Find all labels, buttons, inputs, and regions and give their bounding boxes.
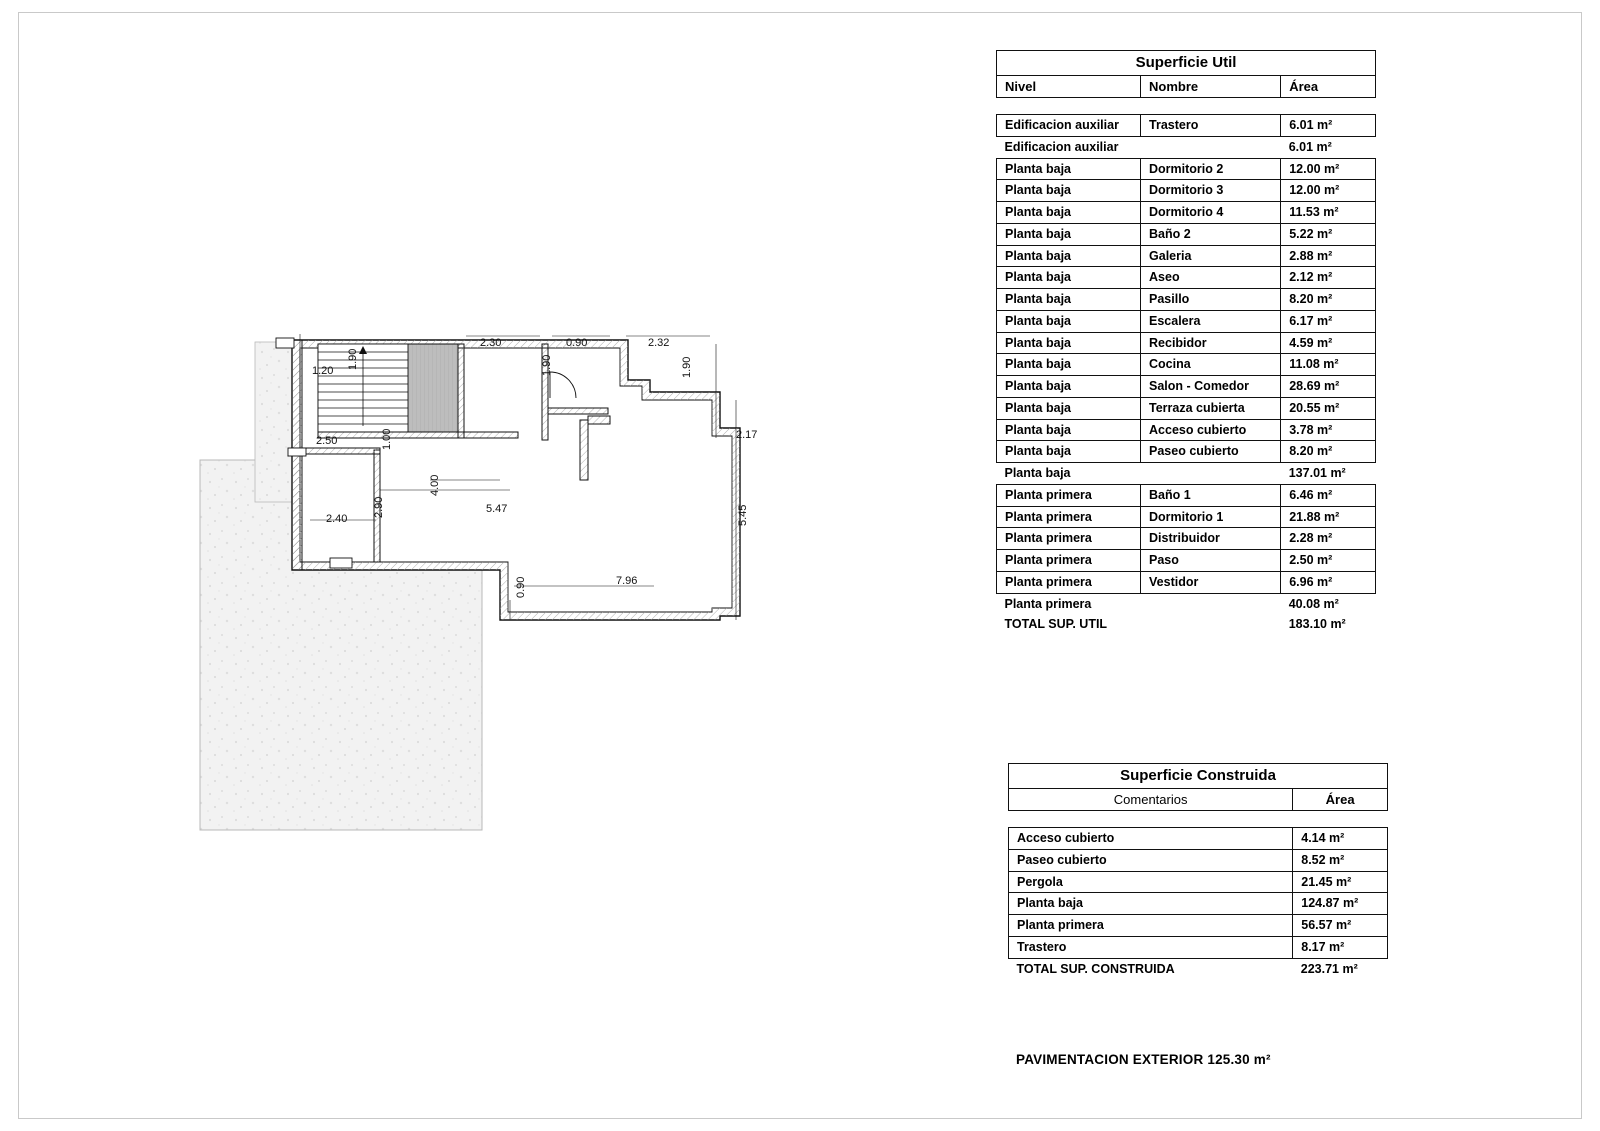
- total-area: 223.71 m²: [1300, 961, 1358, 976]
- row-nombre: Dormitorio 2: [1141, 158, 1281, 180]
- dim-1-20: 1.20: [312, 365, 334, 377]
- dim-4-00: 4.00: [429, 474, 441, 496]
- row-area: 8.17 m²: [1293, 936, 1388, 958]
- row-area: 8.20 m²: [1281, 441, 1376, 463]
- row-nivel: Planta baja: [997, 245, 1141, 267]
- constr-table-header-row: [1009, 788, 1388, 810]
- row-nombre: Salon - Comedor: [1141, 376, 1281, 398]
- header-comentarios: Comentarios: [1009, 788, 1293, 810]
- row-area: 6.17 m²: [1281, 310, 1376, 332]
- row-area: 3.78 m²: [1281, 419, 1376, 441]
- row-nivel: Planta primera: [997, 550, 1141, 572]
- row-area: 21.45 m²: [1293, 871, 1388, 893]
- row-nombre: Dormitorio 4: [1141, 202, 1281, 224]
- total-row-construida: [1009, 958, 1388, 979]
- row-nivel: Planta primera: [997, 571, 1141, 593]
- row-area: 12.00 m²: [1281, 158, 1376, 180]
- row-nombre: Aseo: [1141, 267, 1281, 289]
- total-row-util: [997, 614, 1376, 635]
- row-nivel: Planta baja: [997, 441, 1141, 463]
- table-row: [1009, 828, 1388, 850]
- row-nombre: Paseo cubierto: [1009, 849, 1293, 871]
- table-row: [997, 397, 1376, 419]
- dim-0-90-a: 0.90: [566, 337, 588, 349]
- row-area: 6.96 m²: [1281, 571, 1376, 593]
- dim-1-90-a: 1.90: [347, 348, 359, 370]
- dim-2-90: 2.90: [373, 496, 385, 518]
- dim-2-50: 2.50: [316, 435, 338, 447]
- table-row: [997, 289, 1376, 311]
- constr-table-title: Superficie Construida: [1009, 764, 1388, 789]
- row-nivel: Edificacion auxiliar: [997, 115, 1141, 137]
- row-area: 21.88 m²: [1281, 506, 1376, 528]
- subtotal-label: Edificacion auxiliar: [1004, 139, 1119, 154]
- row-nombre: Paseo cubierto: [1141, 441, 1281, 463]
- row-nivel: Planta baja: [997, 202, 1141, 224]
- row-nombre: Trastero: [1009, 936, 1293, 958]
- dim-2-30: 2.30: [480, 337, 502, 349]
- table-row: [997, 202, 1376, 224]
- table-row: [1009, 893, 1388, 915]
- dim-5-47: 5.47: [486, 503, 508, 515]
- row-nombre: Terraza cubierta: [1141, 397, 1281, 419]
- row-area: 2.50 m²: [1281, 550, 1376, 572]
- table-spacer: [997, 98, 1376, 115]
- row-area: 12.00 m²: [1281, 180, 1376, 202]
- table-row: [997, 528, 1376, 550]
- row-nivel: Planta baja: [997, 158, 1141, 180]
- row-area: 4.59 m²: [1281, 332, 1376, 354]
- table-row: [997, 441, 1376, 463]
- row-nivel: Planta baja: [997, 376, 1141, 398]
- dim-2-17: 2.17: [736, 429, 758, 441]
- row-nivel: Planta baja: [997, 267, 1141, 289]
- row-nombre: Escalera: [1141, 310, 1281, 332]
- row-area: 56.57 m²: [1293, 915, 1388, 937]
- row-nivel: Planta primera: [997, 528, 1141, 550]
- row-nombre: Galeria: [1141, 245, 1281, 267]
- row-area: 11.53 m²: [1281, 202, 1376, 224]
- row-nivel: Planta baja: [997, 310, 1141, 332]
- table-row: [997, 419, 1376, 441]
- table-row: [1009, 849, 1388, 871]
- row-nivel: Planta baja: [997, 419, 1141, 441]
- table-row: [1009, 871, 1388, 893]
- row-nombre: Cocina: [1141, 354, 1281, 376]
- row-nombre: Acceso cubierto: [1141, 419, 1281, 441]
- util-table-header-row: [997, 75, 1376, 97]
- header-nombre: Nombre: [1141, 75, 1281, 97]
- row-nombre: Trastero: [1141, 115, 1281, 137]
- row-area: 124.87 m²: [1293, 893, 1388, 915]
- row-nombre: Paso: [1141, 550, 1281, 572]
- row-nombre: Pergola: [1009, 871, 1293, 893]
- dim-0-90-b: 0.90: [515, 576, 527, 598]
- subtotal-area: 137.01 m²: [1288, 466, 1346, 481]
- table-row: [997, 332, 1376, 354]
- row-area: 6.46 m²: [1281, 484, 1376, 506]
- row-nombre: Planta primera: [1009, 915, 1293, 937]
- row-area: 2.88 m²: [1281, 245, 1376, 267]
- header-area: Área: [1281, 75, 1376, 97]
- table-row: [997, 506, 1376, 528]
- header-area: Área: [1293, 788, 1388, 810]
- row-nombre: Recibidor: [1141, 332, 1281, 354]
- table-row: [997, 354, 1376, 376]
- dim-5-45: 5.45: [737, 504, 749, 526]
- row-nombre: Acceso cubierto: [1009, 828, 1293, 850]
- dim-2-32: 2.32: [648, 337, 670, 349]
- constr-table-title-row: [1009, 764, 1388, 789]
- row-nombre: Baño 2: [1141, 223, 1281, 245]
- subtotal-area: 40.08 m²: [1288, 596, 1339, 611]
- util-table-title: Superficie Util: [997, 51, 1376, 76]
- table-row: [997, 550, 1376, 572]
- subtotal-area: 6.01 m²: [1288, 139, 1332, 154]
- pavimentacion-exterior-note: PAVIMENTACION EXTERIOR 125.30 m²: [1016, 1052, 1271, 1067]
- dim-1-90-b: 1.90: [541, 354, 553, 376]
- row-area: 28.69 m²: [1281, 376, 1376, 398]
- row-area: 2.12 m²: [1281, 267, 1376, 289]
- superficie-construida-table: [1008, 763, 1388, 979]
- row-nombre: Pasillo: [1141, 289, 1281, 311]
- subtotal-row-planta-baja: [997, 463, 1376, 485]
- table-row: [997, 267, 1376, 289]
- row-nombre: Dormitorio 3: [1141, 180, 1281, 202]
- row-nivel: Planta baja: [997, 223, 1141, 245]
- util-table-title-row: [997, 51, 1376, 76]
- row-area: 4.14 m²: [1293, 828, 1388, 850]
- superficie-util-table: [996, 50, 1376, 635]
- dim-7-96: 7.96: [616, 575, 638, 587]
- table-row: [997, 180, 1376, 202]
- row-nivel: Planta primera: [997, 506, 1141, 528]
- row-nivel: Planta baja: [997, 397, 1141, 419]
- header-nivel: Nivel: [997, 75, 1141, 97]
- table-spacer: [1009, 811, 1388, 828]
- row-nombre: Planta baja: [1009, 893, 1293, 915]
- dim-1-90-c: 1.90: [681, 356, 693, 378]
- row-area: 6.01 m²: [1281, 115, 1376, 137]
- row-area: 8.52 m²: [1293, 849, 1388, 871]
- row-nivel: Planta baja: [997, 354, 1141, 376]
- table-row: [997, 571, 1376, 593]
- row-nombre: Dormitorio 1: [1141, 506, 1281, 528]
- table-row: [997, 376, 1376, 398]
- table-row: [1009, 915, 1388, 937]
- table-row: [997, 245, 1376, 267]
- row-area: 20.55 m²: [1281, 397, 1376, 419]
- subtotal-row-planta-primera: [997, 593, 1376, 614]
- table-row: [997, 310, 1376, 332]
- total-label: TOTAL SUP. UTIL: [1004, 617, 1108, 632]
- floor-plan-drawing: [180, 320, 820, 880]
- staircase: [318, 344, 458, 432]
- dim-2-40: 2.40: [326, 513, 348, 525]
- row-nombre: Baño 1: [1141, 484, 1281, 506]
- subtotal-label: Planta baja: [1004, 466, 1071, 481]
- total-area: 183.10 m²: [1288, 617, 1346, 632]
- table-row: [997, 223, 1376, 245]
- subtotal-label: Planta primera: [1004, 596, 1092, 611]
- row-area: 8.20 m²: [1281, 289, 1376, 311]
- table-row: [997, 158, 1376, 180]
- terrace-upper-area: [255, 342, 295, 502]
- row-nombre: Distribuidor: [1141, 528, 1281, 550]
- row-area: 11.08 m²: [1281, 354, 1376, 376]
- subtotal-row-auxiliar: [997, 136, 1376, 158]
- row-area: 2.28 m²: [1281, 528, 1376, 550]
- dim-1-00: 1.00: [381, 428, 393, 450]
- table-row: [997, 484, 1376, 506]
- table-row: [997, 115, 1376, 137]
- total-label: TOTAL SUP. CONSTRUIDA: [1016, 961, 1175, 976]
- row-area: 5.22 m²: [1281, 223, 1376, 245]
- row-nombre: Vestidor: [1141, 571, 1281, 593]
- row-nivel: Planta baja: [997, 332, 1141, 354]
- row-nivel: Planta baja: [997, 180, 1141, 202]
- table-row: [1009, 936, 1388, 958]
- row-nivel: Planta baja: [997, 289, 1141, 311]
- row-nivel: Planta primera: [997, 484, 1141, 506]
